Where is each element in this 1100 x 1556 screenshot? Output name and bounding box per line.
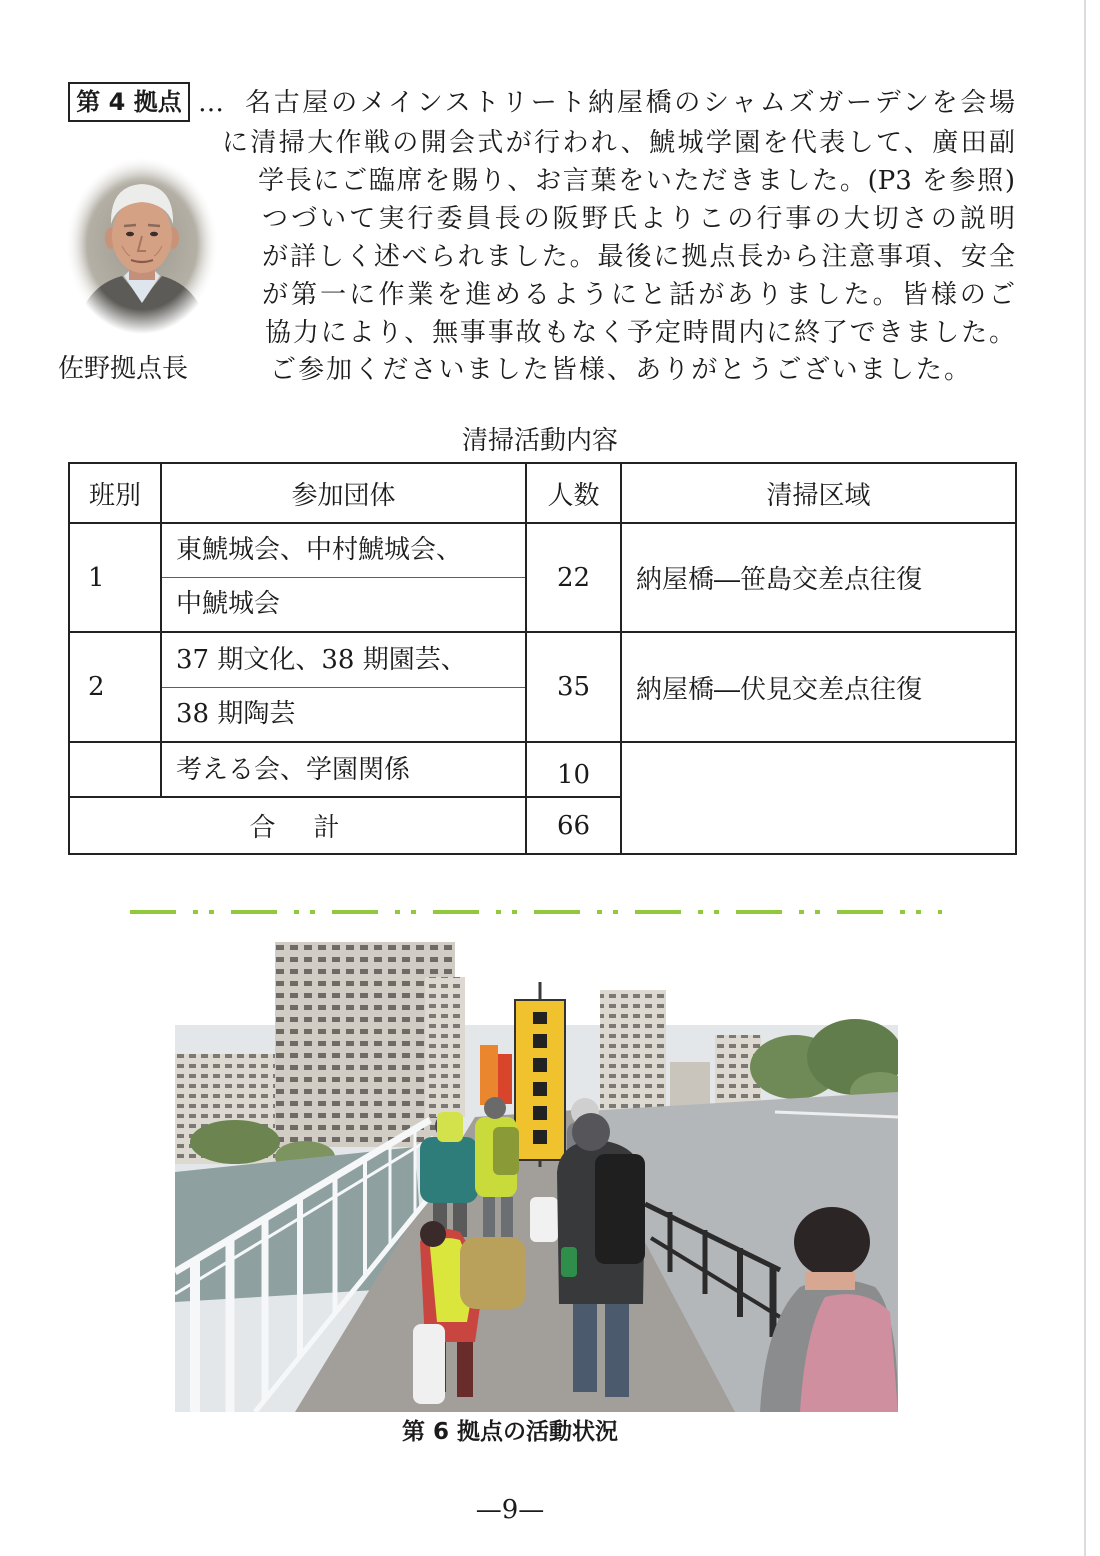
table-title: 清掃活動内容 xyxy=(461,426,618,456)
table-row xyxy=(69,632,1016,742)
cleaning-activity-table xyxy=(68,462,1017,855)
ellipsis: … xyxy=(198,88,224,118)
activity-photo xyxy=(175,942,898,1412)
groups-cell xyxy=(161,632,526,742)
table-row xyxy=(69,742,1016,797)
portrait-vignette xyxy=(66,158,218,334)
group-line: 37 期文化、38 期園芸、 xyxy=(162,634,525,688)
body-line: 名古屋のメインストリート納屋橋のシャムズガーデンを会場 xyxy=(245,88,1015,118)
body-line: が詳しく述べられました。最後に拠点長から注意事項、安全 xyxy=(262,242,1015,272)
area-cell: 納屋橋―伏見交差点往復 xyxy=(621,632,1016,742)
groups-cell xyxy=(161,523,526,632)
body-line: つづいて実行委員長の阪野氏よりこの行事の大切さの説明 xyxy=(262,204,1015,234)
table-header-row xyxy=(69,463,1016,523)
groups-cell xyxy=(161,742,526,797)
body-line: ご参加くださいました皆様、ありがとうございました。 xyxy=(270,355,970,385)
photo-caption: 第 6 拠点の活動状況 xyxy=(401,1419,619,1445)
team-cell xyxy=(69,742,161,797)
group-line: 東鯱城会、中村鯱城会、 xyxy=(162,524,525,578)
area-cell xyxy=(621,742,1016,854)
scan-edge xyxy=(1084,0,1086,1556)
portrait-caption: 佐野拠点長 xyxy=(58,354,189,384)
page-number: —9— xyxy=(475,1495,545,1525)
portrait-photo xyxy=(66,158,218,334)
table-row xyxy=(69,523,1016,632)
count-cell: 10 xyxy=(526,742,621,797)
count-cell: 35 xyxy=(526,632,621,742)
team-cell: 1 xyxy=(69,523,161,632)
total-count: 66 xyxy=(526,797,621,854)
count-cell: 22 xyxy=(526,523,621,632)
header-team: 班別 xyxy=(69,463,161,523)
area-cell: 納屋橋―笹島交差点往復 xyxy=(621,523,1016,632)
body-line: に清掃大作戦の開会式が行われ、鯱城学園を代表して、廣田副 xyxy=(222,128,1015,158)
group-line: 38 期陶芸 xyxy=(176,698,296,729)
green-divider xyxy=(130,905,942,919)
group-line: 中鯱城会 xyxy=(176,589,281,619)
team-cell: 2 xyxy=(69,632,161,742)
total-label: 合 計 xyxy=(69,797,526,854)
header-groups: 参加団体 xyxy=(161,463,526,523)
body-line: 学長にご臨席を賜り、お言葉をいただきました。(P3 を参照) xyxy=(258,166,1015,196)
body-line: 協力により、無事事故もなく予定時間内に終了できました。 xyxy=(265,318,1015,348)
group-line: 考える会、学園関係 xyxy=(176,754,411,785)
header-count: 人数 xyxy=(526,463,621,523)
section-label: 第 4 拠点 xyxy=(68,82,190,122)
header-area: 清掃区域 xyxy=(621,463,1016,523)
body-line: が第一に作業を進めるようにと話がありました。皆様のご xyxy=(262,280,1015,310)
